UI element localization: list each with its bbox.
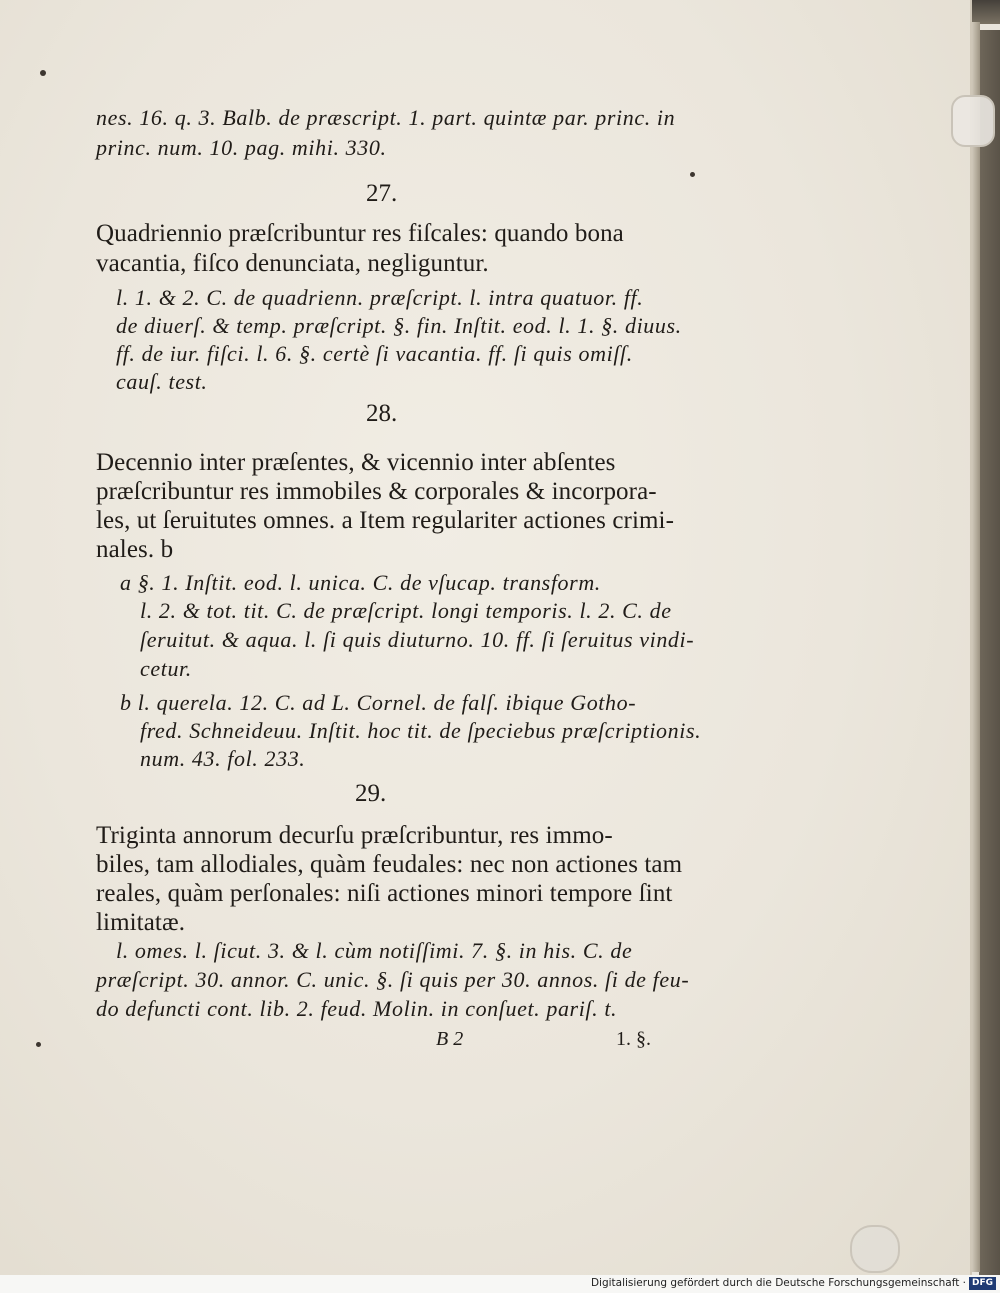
dfg-logo: DFG <box>969 1277 996 1290</box>
ink-spot <box>40 70 46 76</box>
text-line: les, ut ſeruitutes omnes. a Item regulariter actiones crimi- <box>96 507 675 534</box>
signature-mark: B 2 <box>436 1028 464 1050</box>
text-line: l. omes. l. ſicut. 3. & l. cùm notiſſimi. 7. §. in his. C. de <box>116 938 633 963</box>
text-line: l. 2. & tot. tit. C. de præſcript. longi temporis. l. 2. C. de <box>140 598 672 623</box>
text-line: ſeruitut. & aqua. l. ſi quis diuturno. 10. ff. ſi ſeruitus vindi- <box>140 627 695 652</box>
section-number: 27. <box>366 180 398 207</box>
page-tab <box>951 95 995 147</box>
text-line: princ. num. 10. pag. mihi. 330. <box>96 135 387 160</box>
text-line: de diuerſ. & temp. præſcript. §. fin. Inſtit. eod. l. 1. §. diuus. <box>116 313 682 338</box>
text-line: vacantia, fiſco denunciata, negliguntur. <box>96 250 489 277</box>
section-number: 29. <box>355 780 387 807</box>
footer-bar <box>0 1275 1000 1293</box>
text-line: b l. querela. 12. C. ad L. Cornel. de falſ. ibique Gotho- <box>120 690 637 715</box>
text-line: præſcribuntur res immobiles & corporales & incorpora- <box>96 478 657 505</box>
page-tab-bottom <box>850 1225 900 1273</box>
text-line: a §. 1. Inſtit. eod. l. unica. C. de vſucap. transform. <box>120 570 601 595</box>
text-line: limitatæ. <box>96 909 186 936</box>
text-line: fred. Schneideuu. Inſtit. hoc tit. de ſpeciebus præſcriptionis. <box>140 718 702 743</box>
text-line: num. 43. fol. 233. <box>140 746 306 771</box>
ink-spot <box>690 172 695 177</box>
text-line: Triginta annorum decurſu præſcribuntur, res immo- <box>96 822 613 849</box>
text-line: nes. 16. q. 3. Balb. de præscript. 1. part. quintæ par. princ. in <box>96 105 676 130</box>
text-line: reales, quàm perſonales: niſi actiones minori tempore ſint <box>96 880 673 907</box>
text-line: cauſ. test. <box>116 369 208 394</box>
text-line: biles, tam allodiales, quàm feudales: nec non actiones tam <box>96 851 683 878</box>
text-line: Decennio inter præſentes, & vicennio inter abſentes <box>96 449 616 476</box>
text-line: l. 1. & 2. C. de quadrienn. præſcript. l. intra quatuor. ff. <box>116 285 644 310</box>
text-line: cetur. <box>140 656 192 681</box>
footer-credit: Digitalisierung gefördert durch die Deutsche Forschungsgemeinschaft · <box>590 1277 966 1289</box>
text-line: præſcript. 30. annor. C. unic. §. ſi quis per 30. annos. ſi de feu- <box>96 967 690 992</box>
text-line: Quadriennio præſcribuntur res fiſcales: quando bona <box>96 220 624 247</box>
text-line: ff. de iur. fiſci. l. 6. §. certè ſi vacantia. ff. ſi quis omiſſ. <box>116 341 633 366</box>
section-number: 28. <box>366 400 398 427</box>
text-line: do defuncti cont. lib. 2. feud. Molin. in conſuet. pariſ. t. <box>96 996 618 1021</box>
ink-spot <box>36 1042 41 1047</box>
text-line: nales. b <box>96 536 174 563</box>
book-edge-dark <box>979 30 1000 1275</box>
catchword: 1. §. <box>616 1028 651 1050</box>
